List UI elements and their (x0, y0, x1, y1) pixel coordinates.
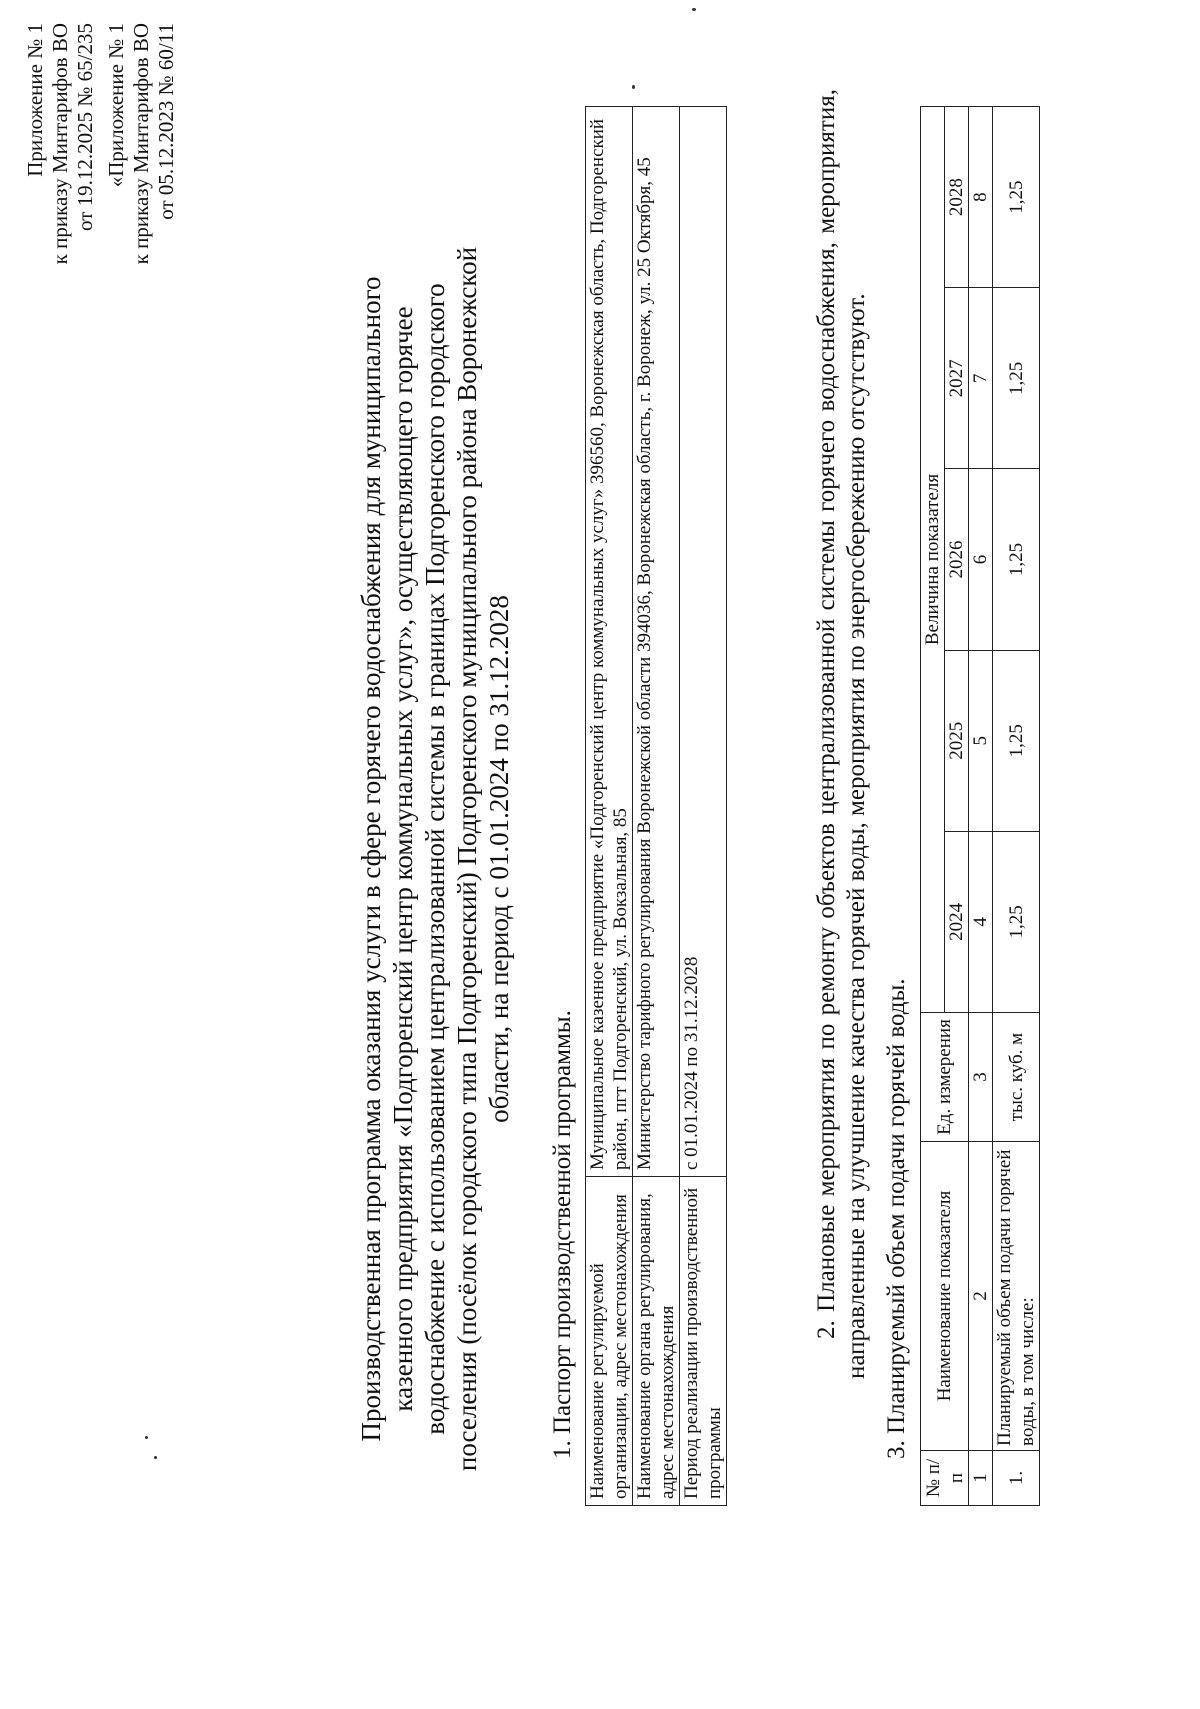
column-number-row (969, 107, 993, 1506)
stamp-line: от 05.12.2023 № 60/11 (154, 23, 178, 220)
column-number: 8 (969, 107, 993, 288)
table-row (633, 107, 680, 1506)
header-year: 2026 (945, 469, 969, 650)
scan-speck (632, 85, 635, 89)
column-number: 5 (969, 650, 993, 831)
amendment-stamp-new (23, 23, 98, 264)
section2-text: 2. Плановые мероприятия по ремонту объектов централизованной системы горячего водоснабжения, мероприятия, направленные на улучшение качества горячей воды, мероприятия по энергосбережению отсутствуют. (813, 89, 870, 1379)
row-value: 1,25 (993, 831, 1040, 1012)
row-value: 1,25 (993, 288, 1040, 469)
scan-speck (154, 1456, 157, 1459)
row-value: 1,25 (993, 107, 1040, 288)
passport-label: Период реализации производственной программы (680, 1177, 727, 1506)
stamp-line: к приказу Минтарифов ВО (129, 23, 153, 265)
passport-value: Министерство тарифного регулирования Воронежской области 394036, Воронежская область, г. Воронеж, ул. 25 Октября, 45 (633, 107, 680, 1177)
section3-heading: 3. Планируемый объем подачи горячей воды. (883, 978, 910, 1459)
passport-label: Наименование регулируемой организации, адрес местонахождения (586, 1177, 633, 1506)
stamp-line: от 19.12.2025 № 65/235 (73, 23, 97, 232)
scan-speck (145, 1436, 148, 1439)
row-number: 1. (993, 1451, 1040, 1506)
header-unit: Ед. измерения (921, 1013, 969, 1142)
column-number: 3 (969, 1013, 993, 1142)
table-row (680, 107, 727, 1506)
header-year: 2027 (945, 288, 969, 469)
passport-label: Наименование органа регулирования, адрес местонахождения (633, 1177, 680, 1506)
header-indicator-name: Наименование показателя (921, 1142, 969, 1451)
passport-table (585, 106, 727, 1506)
stamp-line: «Приложение № 1 (104, 23, 128, 188)
scan-speck (692, 8, 696, 11)
stamp-line: Приложение № 1 (23, 23, 47, 177)
table-header-row (921, 107, 945, 1506)
amendment-stamp-old (104, 23, 179, 264)
row-value: 1,25 (993, 469, 1040, 650)
header-year: 2024 (945, 831, 969, 1012)
water-volume-table (920, 106, 1040, 1506)
column-number: 4 (969, 831, 993, 1012)
row-value: 1,25 (993, 650, 1040, 831)
column-number: 1 (969, 1451, 993, 1506)
document-title: Производственная программа оказания услуги в сфере горячего водоснабжения для муниципального казенного предприятия «Подгоренский центр коммунальных услуг», осуществляющего горячее водоснабжение с использованием централизованной системы в границах Подгоренского городского поселения (посёлок городского типа Подгоренский) Подгоренского муниципального района Воронежской области, на период с 01.01.2024 по 31.12.2028 (356, 246, 514, 1472)
row-indicator-name: Планируемый объем подачи горячей воды, в том числе: (993, 1142, 1040, 1451)
passport-value: с 01.01.2024 по 31.12.2028 (680, 107, 727, 1177)
passport-value: Муниципальное казенное предприятие «Подгоренский центр коммунальных услуг» 396560, Воронежская область, Подгоренский район, пгт Подгоренский, ул. Вокзальная, 85 (586, 107, 633, 1177)
table-row (586, 107, 633, 1506)
header-number: № п/п (921, 1451, 969, 1506)
header-values-group: Величина показателя (921, 107, 945, 1013)
table-row (993, 107, 1040, 1506)
column-number: 7 (969, 288, 993, 469)
stamp-line: к приказу Минтарифов ВО (48, 23, 72, 265)
column-number: 6 (969, 469, 993, 650)
header-year: 2028 (945, 107, 969, 288)
column-number: 2 (969, 1142, 993, 1451)
section1-heading: 1. Паспорт производственной программы. (549, 1010, 576, 1459)
header-year: 2025 (945, 650, 969, 831)
row-unit: тыс. куб. м (993, 1013, 1040, 1142)
